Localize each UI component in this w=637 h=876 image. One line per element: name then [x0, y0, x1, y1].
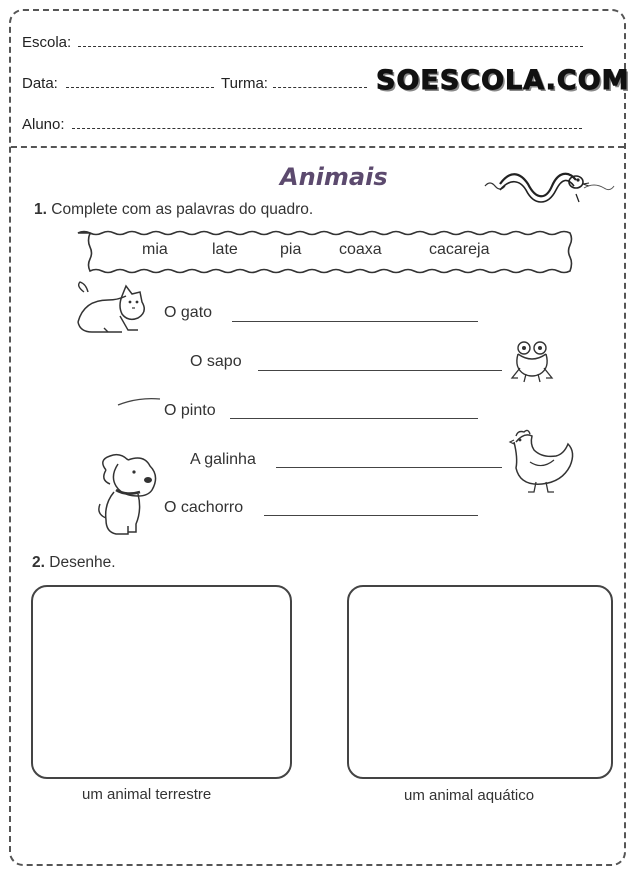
date-field[interactable] — [66, 87, 214, 88]
question-1-text: Complete com as palavras do quadro. — [51, 201, 314, 218]
word-pia: pia — [280, 241, 302, 258]
drawing-box-terrestrial[interactable] — [31, 585, 292, 779]
date-label: Data: — [22, 75, 58, 92]
answer-blank-galinha[interactable] — [276, 467, 502, 468]
dog-icon — [94, 452, 160, 538]
question-2-text: Desenhe. — [49, 554, 116, 571]
item-label-sapo: O sapo — [190, 353, 242, 370]
school-label: Escola: — [22, 34, 72, 51]
cat-icon — [74, 282, 154, 338]
word-late: late — [212, 241, 238, 258]
chick-icon — [116, 396, 162, 408]
class-field[interactable] — [273, 87, 367, 88]
answer-blank-pinto[interactable] — [230, 418, 478, 419]
item-label-galinha: A galinha — [190, 451, 256, 468]
student-label: Aluno: — [22, 116, 65, 133]
hen-icon — [510, 428, 578, 494]
class-label: Turma: — [221, 75, 268, 92]
word-coaxa: coaxa — [339, 241, 382, 258]
answer-blank-sapo[interactable] — [258, 370, 502, 371]
drawing-box-aquatic[interactable] — [347, 585, 613, 779]
word-mia: mia — [142, 241, 168, 258]
item-label-gato: O gato — [164, 304, 213, 321]
question-1-number: 1. — [34, 201, 47, 218]
item-label-pinto: O pinto — [164, 402, 216, 419]
word-cacareja: cacareja — [429, 241, 490, 258]
caption-terrestrial: um animal terrestre — [82, 786, 212, 803]
question-2 — [32, 554, 116, 572]
header-separator — [11, 146, 624, 148]
question-1 — [34, 201, 313, 219]
answer-blank-cachorro[interactable] — [264, 515, 478, 516]
student-field[interactable] — [72, 128, 582, 129]
item-label-cachorro: O cachorro — [164, 499, 244, 516]
frog-icon — [508, 338, 558, 386]
answer-blank-gato[interactable] — [232, 321, 478, 322]
snake-icon — [480, 160, 615, 210]
question-2-number: 2. — [32, 554, 45, 571]
caption-aquatic: um animal aquático — [404, 787, 535, 804]
site-logo: SOESCOLA.COM — [376, 65, 630, 96]
school-field[interactable] — [78, 46, 583, 47]
page-title: Animais — [280, 163, 388, 191]
